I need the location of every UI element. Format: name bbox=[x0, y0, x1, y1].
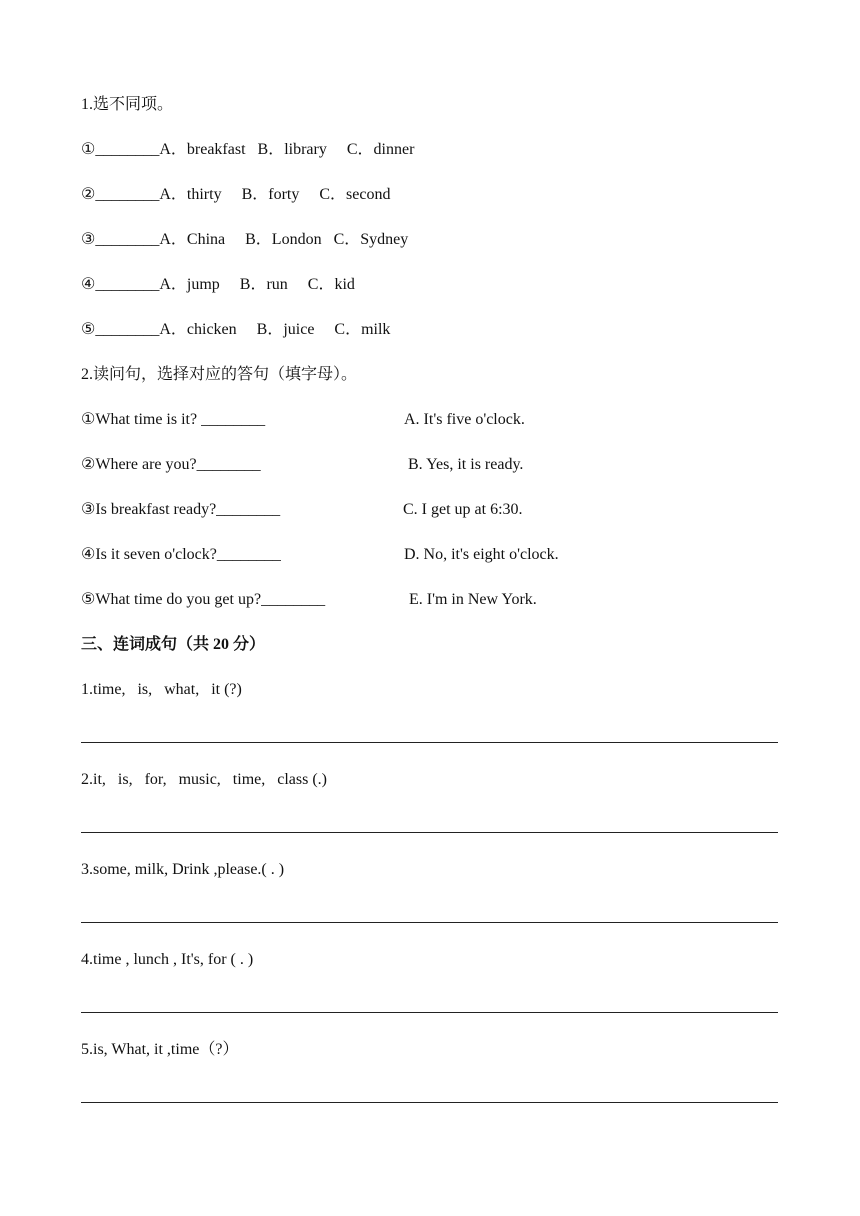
sentence-item-5: 5.is, What, it ,time（?） bbox=[81, 1041, 239, 1058]
odd-one-out-item-4: ④________A．jump B．run C．kid bbox=[81, 276, 355, 293]
sentence-item-2: 2.it, is, for, music, time, class (.) bbox=[81, 771, 327, 788]
sentence-item-1: 1.time, is, what, it (?) bbox=[81, 681, 242, 698]
match-question-1: ①What time is it? ________ bbox=[81, 411, 266, 428]
sentence-item-4: 4.time , lunch , It's, for ( . ) bbox=[81, 951, 254, 968]
answer-line-2[interactable] bbox=[81, 832, 778, 833]
section-1-heading: 1.选不同项。 bbox=[81, 96, 174, 113]
sentence-item-3: 3.some, milk, Drink ,please.( . ) bbox=[81, 861, 285, 878]
section-2-heading: 2.读问句，选择对应的答句（填字母）。 bbox=[81, 366, 358, 383]
match-question-5: ⑤What time do you get up?________ bbox=[81, 591, 326, 608]
match-question-3: ③Is breakfast ready?________ bbox=[81, 501, 281, 518]
match-question-4: ④Is it seven o'clock?________ bbox=[81, 546, 281, 563]
match-answer-a: A. It's five o'clock. bbox=[404, 411, 525, 428]
match-question-2: ②Where are you?________ bbox=[81, 456, 261, 473]
section-3-heading: 三、连词成句（共 20 分） bbox=[81, 636, 266, 653]
match-answer-b: B. Yes, it is ready. bbox=[408, 456, 524, 473]
match-answer-d: D. No, it's eight o'clock. bbox=[404, 546, 559, 563]
answer-line-1[interactable] bbox=[81, 742, 778, 743]
odd-one-out-item-5: ⑤________A．chicken B．juice C．milk bbox=[81, 321, 391, 338]
match-answer-c: C. I get up at 6:30. bbox=[403, 501, 523, 518]
odd-one-out-item-2: ②________A．thirty B．forty C．second bbox=[81, 186, 391, 203]
odd-one-out-item-3: ③________A．China B．London C．Sydney bbox=[81, 231, 409, 248]
odd-one-out-item-1: ①________A．breakfast B．library C．dinner bbox=[81, 141, 415, 158]
match-answer-e: E. I'm in New York. bbox=[409, 591, 537, 608]
answer-line-4[interactable] bbox=[81, 1012, 778, 1013]
answer-line-5[interactable] bbox=[81, 1102, 778, 1103]
answer-line-3[interactable] bbox=[81, 922, 778, 923]
